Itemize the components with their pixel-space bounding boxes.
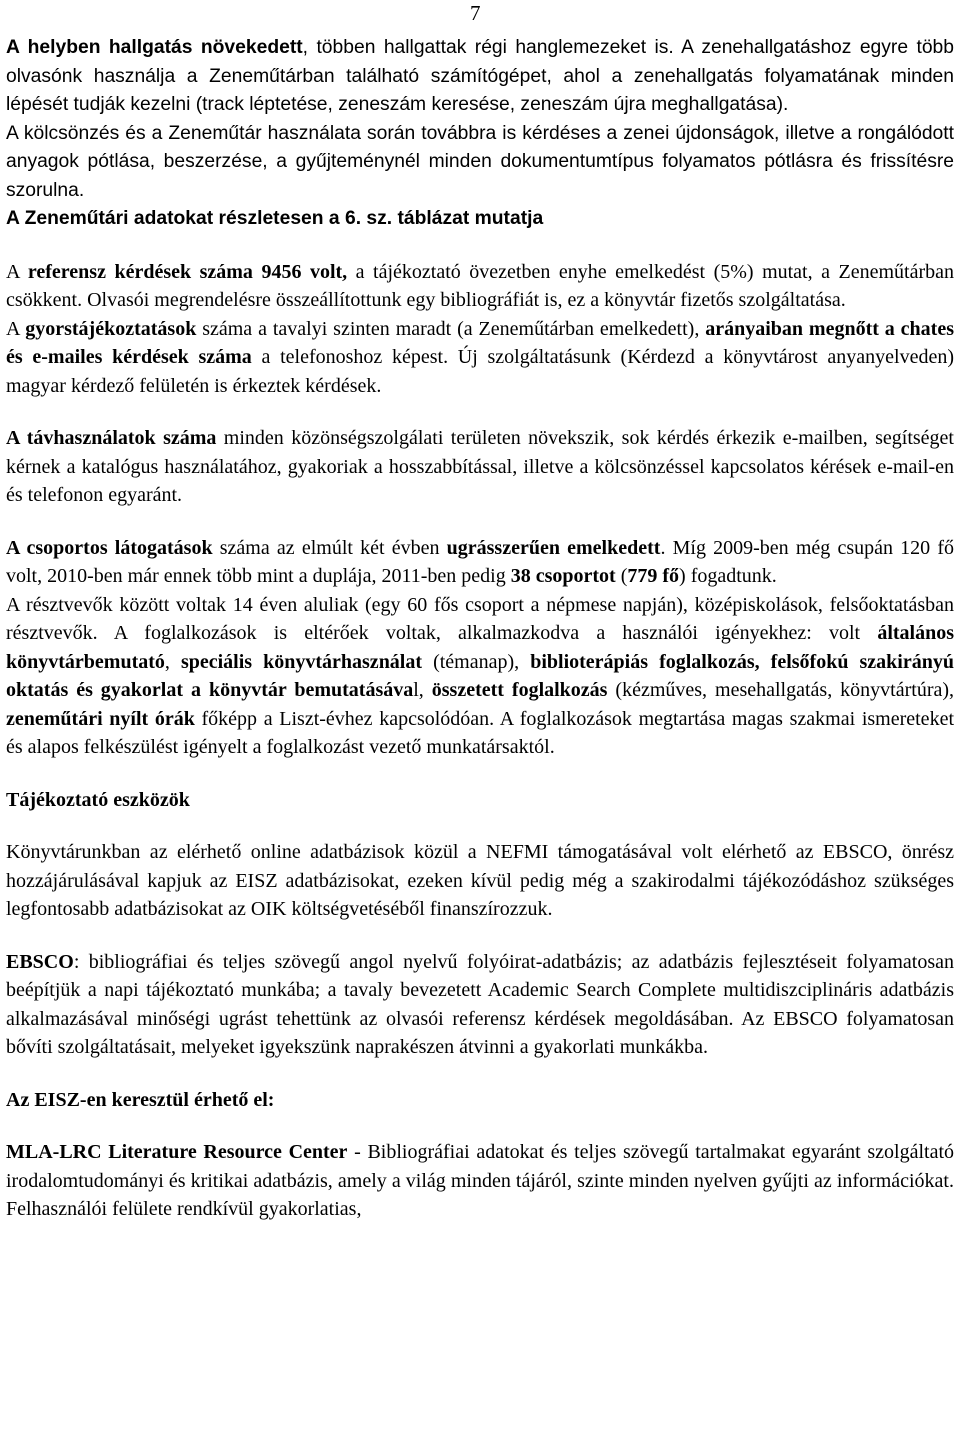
bold-phrase: A csoportos látogatások [6,536,213,559]
text-run: minden közönségszolgálati területen növekszik, sok kérdés érkezik e-mailben, segítséget kérnek a katalógus használatához, gyakoriak a hosszabbítással, illetve a kölcsönzéssel kapcsolatos kérések e-mail-en és telefonon egyaránt. [6,427,954,506]
text-run: (kézműves, mesehallgatás, könyvtártúra), [607,679,955,701]
text-run: száma a tavalyi szinten maradt (a Zeneműtárban emelkedett), [196,317,706,340]
text-run: száma az elmúlt két évben [212,536,447,559]
paragraph-reference-questions [6,258,954,315]
paragraph-remote-use [6,424,954,510]
paragraph-listening [6,34,954,120]
bold-phrase: A Zeneműtári adatokat részletesen a 6. sz. táblázat mutatja [6,208,544,229]
paragraph-quick-info [6,315,954,401]
text-run: ) fogadtunk. [679,565,777,587]
bold-phrase: gyorstájékoztatások [25,317,197,340]
paragraph-ebsco [6,948,954,1062]
bold-phrase: referensz kérdések száma 9456 volt, [27,260,348,283]
text-run: A [6,260,28,283]
bold-phrase: EBSCO [6,950,74,973]
bold-phrase: összetett foglalkozás [431,679,608,701]
bold-phrase: A távhasználatok száma [6,427,217,449]
text-run: , többen hallgattak régi hanglemezeket is. A zenehallgatáshoz egyre több olvasónk használja a Zeneműtárban található számítógépet, ahol a zenehallgatás folyamatának minden lépését tudják kezelni (track léptetése, zeneszám keresése, zeneszám újra meghallgatása). [6,37,954,115]
bold-phrase: 38 csoportot [510,565,616,587]
text-run: : bibliográfiai és teljes szövegű angol nyelvű folyóirat-adatbázis; az adatbázis fejlesztéseit folyamatosan beépítjük a napi tájékoztató munkába; a tavaly bevezetett Academic Search Complete multidiszciplináris adatbázis alkalmazásával minőségi ugrást tehettünk az olvasói referensz kérdések megoldásában. Az EBSCO folyamatosan bővíti szolgáltatásait, melyeket igyekszünk naprakészen átvinni a gyakorlati munkákba. [6,950,954,1058]
text-run: a tájékoztató övezetben enyhe emelkedést (5%) mutat, a Zeneműtárban csökkent. Olvasói megrendelésre összeállítottunk egy bibliográfiát is, ez a könyvtár fizetős szolgáltatása. [6,260,954,311]
bold-phrase: ugrásszerűen emelkedett [446,536,661,559]
text-run: a telefonoshoz képest. Új szolgáltatásunk (Kérdezd a könyvtárost anyanyelveden) magyar kérdező felületén is érkeztek kérdések. [6,346,954,397]
heading-text: Az EISZ-en keresztül érhető el: [6,1088,275,1111]
bold-phrase: 779 fő [627,565,680,587]
paragraph-participants [6,591,954,762]
bold-phrase: A helyben hallgatás növekedett [6,37,303,58]
page-number: 7 [470,1,481,25]
paragraph-mla-lrc [6,1138,954,1224]
bold-phrase: MLA-LRC Literature Resource Center [6,1141,348,1163]
text-run: A résztvevők között voltak 14 éven aluliak (egy 60 fős csoport a népmese napján), középiskolások, felsőoktatásban résztvevők. A foglalkozások is eltérőek voltak, alkalmazkodva a használói igényekhez: volt [6,593,954,644]
text-run: (témanap), [422,650,531,673]
bold-phrase: zeneműtári nyílt órák [6,707,195,730]
text-run: ( [615,565,628,587]
paragraph-databases: Könyvtárunkban az elérhető online adatbázisok közül a NEFMI támogatásával volt elérhető az EBSCO, önrész hozzájárulásával kapjuk az EISZ adatbázisokat, ezeken kívül pedig még a szakirodalmi tájékozódáshoz szükséges legfontosabb adatbázisokat az OIK költségvetéséből finanszírozzuk. [6,841,954,920]
page-content [6,34,954,1224]
paragraph-group-visits [6,534,954,591]
bold-phrase: biblioterápiás foglalkozás, felsőfokú szakirányú oktatás és gyakorlat a könyvtár bemutatásáva [6,650,954,701]
text-run: A [6,317,26,340]
text-run: . Míg 2009-ben még csupán 120 fő volt, 2010-ben már ennek több mint a duplája, 2011-ben pedig [6,536,954,587]
paragraph-lending: A kölcsönzés és a Zeneműtár használata során továbbra is kérdéses a zenei újdonságok, illetve a rongálódott anyagok pótlása, beszerzése, a gyűjteménynél minden dokumentumtípus folyamatos pótlásra és frissítésre szorulna. [6,122,954,201]
section-heading-eisz [6,1086,954,1115]
text-run: , [164,650,181,673]
text-run: - Bibliográfiai adatokat és teljes szövegű tartalmakat egyaránt szolgáltató irodalomtudományi és kritikai adatbázis, amely a világ minden tájáról, szinte minden nyelven gyűjti az információkat. Felhasználói felülete rendkívül gyakorlatias, [6,1141,954,1220]
bold-phrase: speciális könyvtárhasználat [180,650,423,673]
bold-phrase: általános könyvtárbemutató [6,622,954,673]
heading-text: Tájékoztató eszközök [6,788,190,811]
text-run: l, [413,679,432,701]
table-reference [6,205,954,234]
bold-phrase: arányaiban megnőtt a chates és e-mailes kérdések száma [6,317,954,368]
section-heading-info-tools [6,786,954,815]
text-run: főképp a Liszt-évhez kapcsolódóan. A foglalkozások megtartása magas szakmai ismereteket és alapos felkészülést igényelt a foglalkozást vezető munkatársaktól. [6,707,954,758]
